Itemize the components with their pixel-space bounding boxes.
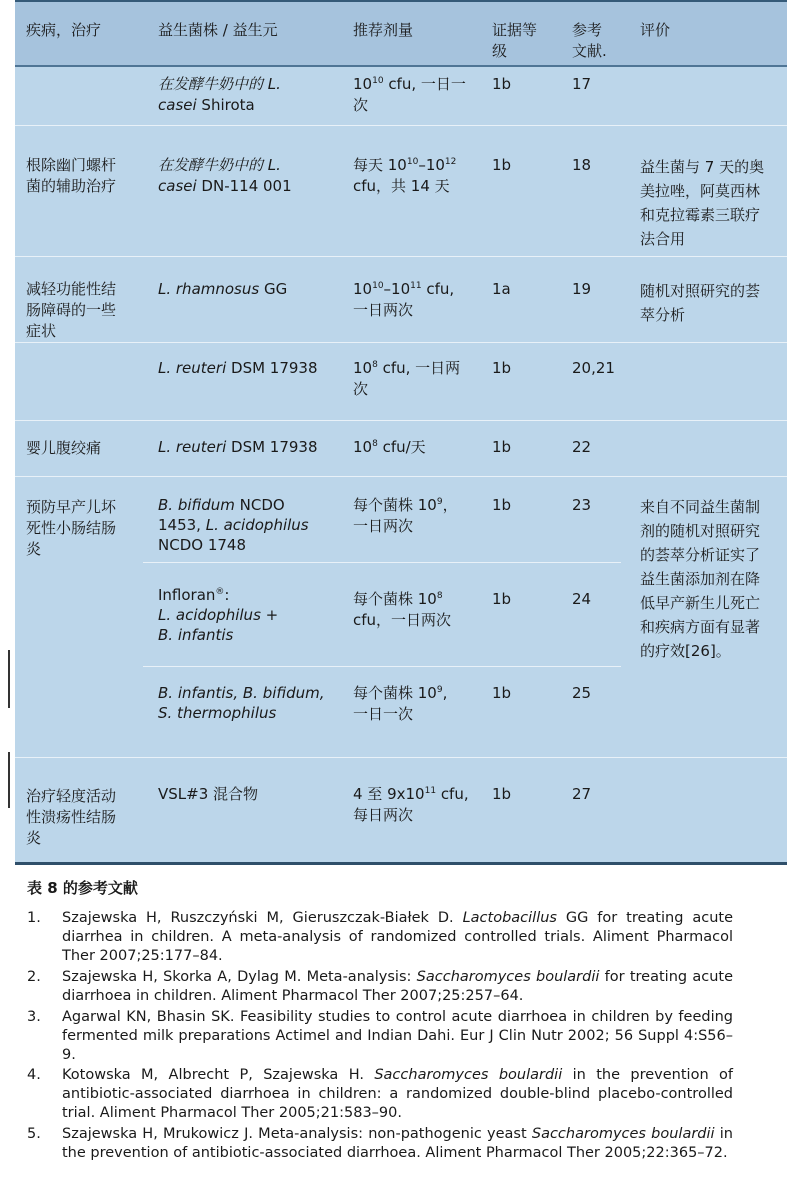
- cell-strain: Infloran®: L. acidophilus + B. infantis: [158, 586, 279, 644]
- cell-dose: $10^8$ cfu, 一日两 次: [353, 359, 461, 398]
- row-divider: [143, 666, 621, 667]
- cell-evidence: 1b: [492, 785, 512, 803]
- cell-dose: $10^8$ cfu/天: [353, 438, 426, 456]
- header-evidence-line1: 证据等: [492, 21, 538, 39]
- reference-item: 2. Szajewska H, Skorka A, Dylag M. Meta-analysis: Saccharomyces boulardii for treating acute diarrhoea in children. Aliment Pharmacol Ther 2007;25:257–64.: [27, 969, 733, 1004]
- cell-ref: 17: [572, 75, 592, 93]
- header-disease: 疾病，治疗: [26, 21, 102, 39]
- cell-dose: 4 至 $9x10^{11}$ cfu, 每日两次: [353, 785, 469, 824]
- cell-disease: 根除幽门螺杆 菌的辅助治疗: [26, 156, 117, 195]
- cell-evidence: 1b: [492, 156, 512, 174]
- cell-ref: 22: [572, 438, 592, 456]
- header-evidence-line2: 级: [492, 42, 508, 60]
- cell-dose: $10^{10}-10^{11}$ cfu, 一日两次: [353, 280, 455, 319]
- change-bar: [8, 752, 10, 808]
- cell-strain: L. rhamnosus GG: [158, 280, 288, 298]
- cell-evidence: 1b: [492, 684, 512, 702]
- cell-dose: 每个菌株 $10^8$ cfu，一日两次: [353, 590, 452, 629]
- cell-dose: 每个菌株 $10^9$, 一日一次: [353, 684, 448, 723]
- cell-strain: B. bifidum NCDO 1453, L. acidophilus NCDO 1748: [158, 496, 309, 554]
- header-ref-line1: 参考: [572, 21, 603, 39]
- cell-ref: 18: [572, 156, 592, 174]
- row-divider: [15, 476, 787, 477]
- header-strain: 益生菌株 / 益生元: [158, 21, 278, 39]
- cell-evidence: 1b: [492, 359, 512, 377]
- row-divider: [15, 342, 787, 343]
- cell-strain: VSL#3 混合物: [158, 785, 259, 803]
- reference-item: 4. Kotowska M, Albrecht P, Szajewska H. Saccharomyces boulardii in the prevention of antibiotic-associated diarrhoea in children: a randomized double-blind placebo-controlled trial. Aliment Pharmacol Ther 2005;21:583–90.: [27, 1067, 733, 1121]
- references-title: 表 8 的参考文献: [27, 879, 138, 897]
- cell-disease: 婴儿腹绞痛: [26, 439, 102, 457]
- cell-dose: $10^{10}$ cfu, 一日一 次: [353, 75, 466, 114]
- cell-evidence: 1b: [492, 438, 512, 456]
- cell-evidence: 1b: [492, 75, 512, 93]
- row-divider: [143, 562, 621, 563]
- reference-item: 3. Agarwal KN, Bhasin SK. Feasibility studies to control acute diarrhoea in children by feeding fermented milk preparations Actimel and Indian Dahi. Eur J Clin Nutr 2002; 56 Suppl 4:S56–9.: [27, 1009, 733, 1063]
- cell-disease: 预防早产儿坏 死性小肠结肠 炎: [26, 498, 117, 558]
- cell-evidence: 1b: [492, 590, 512, 608]
- cell-disease: 减轻功能性结 肠障碍的一些 症状: [26, 280, 117, 340]
- header-evidence: [492, 20, 537, 62]
- header-ref-line2: 文献.: [572, 42, 607, 60]
- cell-comment: 益生菌与 7 天的奥 美拉唑，阿莫西林 和克拉霉素三联疗 法合用: [640, 158, 765, 248]
- table-bottom-rule: [15, 862, 787, 865]
- cell-evidence: 1b: [492, 496, 512, 514]
- cell-ref: 20,21: [572, 359, 615, 377]
- cell-strain: B. infantis, B. bifidum, S. thermophilus: [158, 684, 325, 722]
- header-comment: 评价: [640, 21, 671, 39]
- table-top-rule: [15, 0, 787, 2]
- cell-ref: 27: [572, 785, 592, 803]
- cell-strain: L. reuteri DSM 17938: [158, 438, 318, 456]
- cell-comment: 随机对照研究的荟 萃分析: [640, 282, 761, 324]
- change-bar: [8, 650, 10, 708]
- cell-strain: L. reuteri DSM 17938: [158, 359, 318, 377]
- cell-strain: 在发酵牛奶中的 L. casei Shirota: [158, 75, 281, 114]
- cell-ref: 24: [572, 590, 592, 608]
- reference-item: 5. Szajewska H, Mrukowicz J. Meta-analysis: non-pathogenic yeast Saccharomyces boulardii in the prevention of antibiotic-associated diarrhoea. Aliment Pharmacol Ther 2005;22:365–72.: [27, 1126, 733, 1161]
- row-divider: [15, 125, 787, 126]
- cell-comment: 来自不同益生菌制 剂的随机对照研究 的荟萃分析证实了 益生菌添加剂在降 低早产新生儿死亡 和疾病方面有显著 的疗效[26]。: [640, 498, 761, 660]
- header-ref: [572, 20, 607, 62]
- row-divider: [15, 256, 787, 257]
- reference-item: 1. Szajewska H, Ruszczyński M, Gieruszczak-Białek D. Lactobacillus GG for treating acute diarrhea in children. A meta-analysis of randomized controlled trials. Aliment Pharmacol Ther 2007;25:177–84.: [27, 910, 733, 964]
- row-divider: [15, 420, 787, 421]
- table-header-rule: [15, 65, 787, 67]
- cell-evidence: 1a: [492, 280, 511, 298]
- probiotics-table: [15, 0, 787, 865]
- row-divider: [15, 757, 787, 758]
- cell-dose: 每个菌株 $10^9$， 一日两次: [353, 496, 458, 535]
- cell-ref: 23: [572, 496, 592, 514]
- cell-ref: 25: [572, 684, 592, 702]
- cell-disease: 治疗轻度活动 性溃疡性结肠 炎: [26, 787, 117, 847]
- cell-ref: 19: [572, 280, 592, 298]
- header-dose: 推荐剂量: [353, 21, 414, 39]
- cell-strain: 在发酵牛奶中的 L. casei DN-114 001: [158, 156, 292, 195]
- cell-dose: 每天 $10^{10}-10^{12}$ cfu，共 14 天: [353, 156, 457, 195]
